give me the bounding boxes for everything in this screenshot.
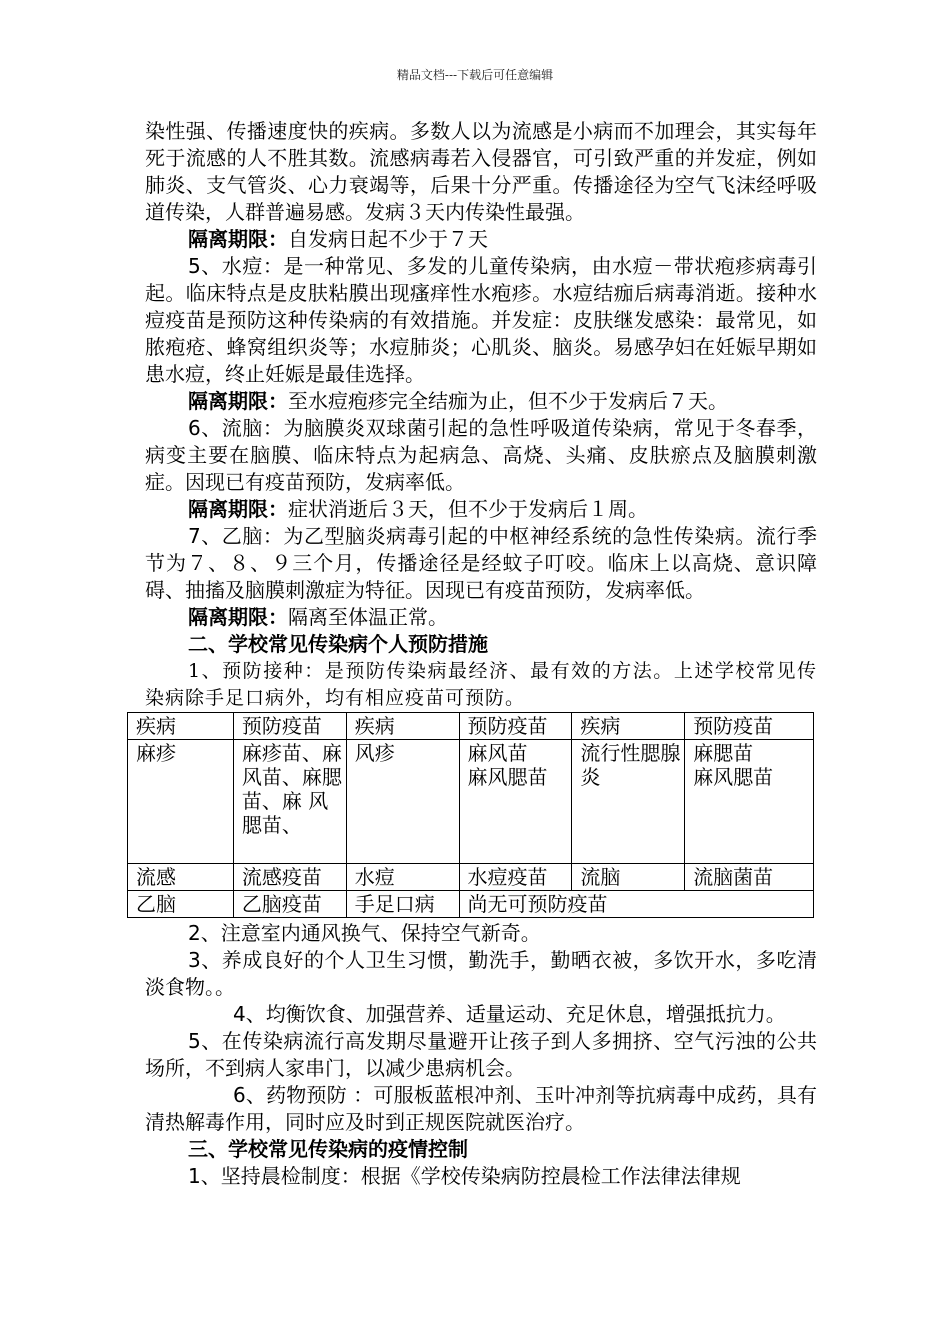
table-row	[128, 864, 814, 891]
paragraph-avoid-crowds: 5、在传染病流行高发期尽量避开让孩子到人多拥挤、空气污浊的公共场所，不到病人家串门，以减少患病机会。	[145, 1029, 817, 1080]
isolation-text: 症状消逝后３天，但不少于发病后１周。	[288, 497, 648, 521]
table-cell: 麻疹苗、麻风苗、麻腮苗、麻 风 腮苗、	[233, 740, 346, 864]
table-header-cell: 疾病	[128, 713, 234, 740]
table-row	[128, 891, 814, 918]
isolation-text: 自发病日起不少于７天	[288, 227, 488, 251]
isolation-label: 隔离期限：	[188, 605, 288, 629]
table-cell: 尚无可预防疫苗	[459, 891, 813, 918]
isolation-label: 隔离期限：	[188, 227, 288, 251]
paragraph-morning-check: 1、坚持晨检制度：根据《学校传染病防控晨检工作法律法律规	[188, 1164, 741, 1188]
section-heading-control: 三、学校常见传染病的疫情控制	[188, 1137, 468, 1161]
table-cell: 风疹	[346, 740, 459, 864]
isolation-text: 隔离至体温正常。	[288, 605, 448, 629]
table-cell: 麻风苗 麻风腮苗	[459, 740, 572, 864]
table-header-cell: 预防疫苗	[685, 713, 814, 740]
table-cell: 流感	[128, 864, 234, 891]
section-heading-prevention: 二、学校常见传染病个人预防措施	[188, 632, 488, 656]
table-cell: 乙脑	[128, 891, 234, 918]
table-row	[128, 713, 814, 740]
paragraph-encephalitis: 7、乙脑：为乙型脑炎病毒引起的中枢神经系统的急性传染病。流行季节为７、８、９三个月，传播途径是经蚊子叮咬。临床上以高烧、意识障碍、抽搐及脑膜刺激症为特征。因现已有疫苗预防，发病率低。	[145, 524, 817, 602]
vaccine-table	[127, 712, 814, 918]
page-header: 精品文档---下载后可任意编辑	[396, 68, 554, 82]
paragraph-flu-continued: 染性强、传播速度快的疾病。多数人以为流感是小病而不加理会，其实每年死于流感的人不胜其数。流感病毒若入侵器官，可引致严重的并发症，例如肺炎、支气管炎、心力衰竭等，后果十分严重。传播途径为空气飞沫经呼吸道传染，人群普遍易感。发病３天内传染性最强。	[145, 119, 817, 224]
table-cell: 手足口病	[346, 891, 459, 918]
table-cell: 乙脑疫苗	[233, 891, 346, 918]
table-cell: 麻腮苗 麻风腮苗	[685, 740, 814, 864]
isolation-meningitis	[145, 496, 817, 523]
paragraph-meningitis: 6、流脑：为脑膜炎双球菌引起的急性呼吸道传染病，常见于冬春季，病变主要在脑膜、临床特点为起病急、高烧、头痛、皮肤瘀点及脑膜刺激症。因现已有疫苗预防，发病率低。	[145, 416, 817, 494]
isolation-encephalitis	[145, 604, 817, 631]
table-cell: 流行性腮腺炎	[572, 740, 685, 864]
isolation-label: 隔离期限：	[188, 389, 288, 413]
table-row	[128, 740, 814, 864]
table-cell: 麻疹	[128, 740, 234, 864]
isolation-chickenpox	[145, 388, 817, 415]
paragraph-ventilation: 2、注意室内通风换气、保持空气新奇。	[188, 921, 541, 945]
table-cell: 流脑	[572, 864, 685, 891]
table-header-cell: 预防疫苗	[233, 713, 346, 740]
table-cell: 流感疫苗	[233, 864, 346, 891]
paragraph-hygiene: 3、养成良好的个人卫生习惯，勤洗手，勤晒衣被，多饮开水，多吃清淡食物。。	[145, 948, 817, 999]
paragraph-vaccination: 1、预防接种：是预防传染病最经济、最有效的方法。上述学校常见传染病除手足口病外，均有相应疫苗可预防。	[145, 660, 817, 709]
isolation-text: 至水痘疱疹完全结痂为止，但不少于发病后７天。	[288, 389, 728, 413]
document-body	[136, 118, 817, 1190]
paragraph-diet: 4、均衡饮食、加强营养、适量运动、充足休息，增强抵抗力。	[233, 1002, 786, 1026]
paragraph-medication: 6、药物预防 ：可服板蓝根冲剂、玉叶冲剂等抗病毒中成药，具有清热解毒作用，同时应及时到正规医院就医治疗。	[145, 1083, 817, 1134]
table-header-cell: 疾病	[572, 713, 685, 740]
table-cell: 水痘疫苗	[459, 864, 572, 891]
table-header-cell: 疾病	[346, 713, 459, 740]
isolation-label: 隔离期限：	[188, 497, 288, 521]
paragraph-chickenpox: 5、水痘：是一种常见、多发的儿童传染病，由水痘－带状疱疹病毒引起。临床特点是皮肤粘膜出现瘙痒性水疱疹。水痘结痂后病毒消逝。接种水痘疫苗是预防这种传染病的有效措施。并发症：皮肤继发感染：最常见，如脓疱疮、蜂窝组织炎等；水痘肺炎；心肌炎、脑炎。易感孕妇在妊娠早期如患水痘，终止妊娠是最佳选择。	[145, 254, 817, 386]
table-cell: 流脑菌苗	[685, 864, 814, 891]
table-cell: 水痘	[346, 864, 459, 891]
isolation-flu	[145, 226, 817, 253]
table-header-cell: 预防疫苗	[459, 713, 572, 740]
